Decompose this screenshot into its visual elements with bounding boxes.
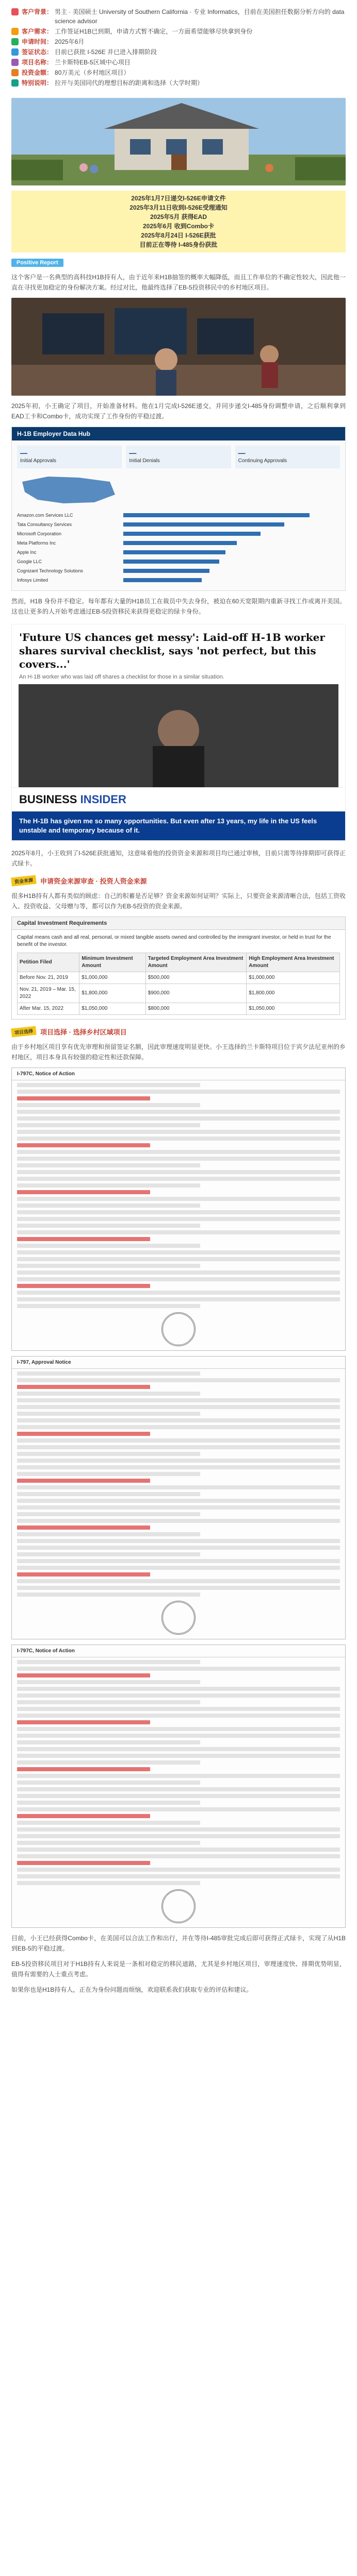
table-row [18, 972, 340, 984]
office-photo-image [11, 298, 346, 396]
form-text-line [17, 1277, 340, 1281]
bullet-text: 工作签证H1B已到期，申请方式暂不确定，一方面希望能够尽快拿到身份 [55, 28, 253, 35]
bullet-text: 80万美元（乡村地区项目） [55, 69, 130, 76]
paragraph-7: 目前，小王已经获得Combo卡，在美国可以合法工作和出行，并在等待I-485审批完成后即可获得正式绿卡，实现了从H1B到EB-5的平稳过渡。 [11, 1935, 346, 1952]
form-text-line [17, 1197, 340, 1201]
section-3-heading [11, 1027, 346, 1037]
news-photo [19, 684, 338, 787]
form-text-line [17, 1270, 340, 1275]
bullet-label: 项目名称： [22, 59, 53, 66]
employer-bar [123, 532, 261, 536]
form-text-line [17, 1418, 340, 1422]
form-text-line [17, 1110, 340, 1114]
form-text-line [17, 1204, 200, 1208]
form-text-line [17, 1821, 200, 1825]
case-bullet [11, 27, 346, 36]
bullet-icon [11, 69, 19, 76]
form-text-line [17, 1727, 340, 1731]
form-text-line [17, 1754, 340, 1758]
case-bullet [11, 68, 346, 77]
form-text-line [17, 1398, 340, 1402]
seal-icon [161, 1601, 196, 1635]
employer-bar-row [17, 539, 340, 547]
employer-bar-label: Amazon.com Services LLC [17, 513, 73, 518]
form-title: I-797C, Notice of Action [12, 1068, 345, 1080]
employer-bar-row [17, 511, 340, 519]
bullet-label: 客户需求： [22, 28, 53, 35]
form-text-line [17, 1425, 340, 1429]
seal-icon [161, 1889, 196, 1923]
form-text-line [17, 1163, 200, 1167]
news-subtitle: An H-1B worker who was laid off shares a checklist for those in a similar situation. [19, 674, 224, 680]
form-text-line [17, 1250, 340, 1255]
form-text-line [17, 1103, 200, 1107]
bullet-icon [11, 38, 19, 45]
hero-photo [11, 98, 346, 185]
dashboard-stats [17, 446, 340, 468]
bullet-label: 客户背景： [22, 8, 53, 15]
form-text-line [17, 1143, 150, 1147]
logo-word-a: BUSINESS [19, 793, 80, 806]
form-text-line [17, 1432, 150, 1436]
form-text-line [17, 1740, 200, 1744]
case-bullet [11, 78, 346, 88]
form-text-line [17, 1687, 340, 1691]
employer-bar-label: Tata Consultancy Services [17, 522, 72, 527]
form-title: I-797C, Notice of Action [12, 1645, 345, 1657]
table-cell: $900,000 [145, 984, 247, 1003]
bullet-label: 签证状态： [22, 48, 53, 56]
timeline-line: 2025年3月11日收到I-526E受理通知 [129, 204, 228, 211]
form-text-line [17, 1546, 340, 1550]
form-text-line [17, 1868, 340, 1872]
timeline-line: 2025年8月24日 I-526E获批 [141, 232, 216, 239]
form-text-line [17, 1747, 340, 1751]
form-text-line [17, 1714, 340, 1718]
bullet-text: 2025年6月 [55, 38, 85, 45]
form-text-line [17, 1090, 340, 1094]
form-text-line [17, 1392, 200, 1396]
form-text-line [17, 1734, 340, 1738]
form-text-line [17, 1244, 200, 1248]
dashboard-title: H-1B Employer Data Hub [12, 427, 345, 440]
form-text-line [17, 1572, 150, 1577]
form-text-line [17, 1264, 200, 1268]
form-text-line [17, 1673, 150, 1677]
form-text-line [17, 1667, 340, 1671]
table-header: High Employment Area Investment Amount [247, 953, 340, 972]
form-text-line [17, 1378, 340, 1382]
form-text-line [17, 1505, 340, 1510]
stat-value: — [129, 449, 137, 457]
table-row [18, 984, 340, 1003]
case-bullet [11, 47, 346, 57]
notice-forms [0, 1067, 357, 1928]
timeline-line: 目前正在等待 I-485身份获批 [139, 241, 218, 248]
form-text-line [17, 1767, 150, 1771]
form-text-line [17, 1807, 340, 1811]
section-2-heading [11, 876, 346, 886]
table-cell: $1,800,000 [79, 984, 146, 1003]
employer-bar-row [17, 548, 340, 556]
employer-bar-row [17, 567, 340, 575]
seal-icon [161, 1312, 196, 1346]
form-text-line [17, 1801, 200, 1805]
employer-bars [17, 511, 340, 584]
form-text-line [17, 1834, 340, 1838]
section-3-title: 项目选择 · 选择乡村区域项目 [40, 1028, 127, 1036]
timeline-line: 2025年1月7日递交I-526E申请文件 [131, 195, 226, 202]
business-insider-logo [12, 787, 345, 811]
form-text-line [17, 1137, 340, 1141]
positive-tag-bar [11, 258, 346, 267]
form-text-line [17, 1304, 200, 1308]
notice-form [11, 1067, 346, 1351]
employer-bar [123, 569, 209, 573]
table-header: Targeted Employment Area Investment Amount [145, 953, 247, 972]
form-text-line [17, 1217, 340, 1221]
form-text-line [17, 1291, 340, 1295]
bullet-text: 兰卡斯特EB-5区域中心项目 [55, 59, 131, 66]
form-text-line [17, 1848, 340, 1852]
form-text-line [17, 1210, 340, 1214]
bullet-icon [11, 59, 19, 66]
timeline-line: 2025年5月 获得EAD [150, 213, 207, 221]
form-text-line [17, 1190, 150, 1194]
form-text-line [17, 1371, 200, 1376]
bullet-label: 申请时间： [22, 38, 53, 45]
form-text-line [17, 1760, 200, 1765]
investment-table [17, 953, 340, 1015]
news-title[interactable]: 'Future US chances get messy': Laid-off H-1B worker shares survival checklist, says 'not perfect, but this covers...' [19, 631, 325, 670]
stat-value: — [20, 449, 27, 457]
form-text-line [17, 1385, 150, 1389]
paragraph-5: 很多H1B持有人都有类似的顾虑：自己的积蓄是否足够？资金来源如何证明？实际上，只要资金来源清晰合法，包括工资收入、投资收益、父母赠与等，都可以作为EB-5投资的资金来源。 [11, 892, 346, 910]
table-cell: $1,000,000 [79, 972, 146, 984]
logo-word-b: INSIDER [80, 793, 126, 806]
employer-bar-row [17, 576, 340, 584]
employer-bar [123, 550, 225, 554]
form-text-line [17, 1774, 340, 1778]
employer-bar-label: Google LLC [17, 559, 42, 564]
dashboard-stat [17, 446, 122, 468]
positive-tag: Positive Report [11, 259, 63, 267]
form-text-line [17, 1438, 340, 1443]
h1b-dashboard [11, 427, 346, 591]
table-header: Minimum Investment Amount [79, 953, 146, 972]
employer-bar [123, 578, 202, 582]
notice-form [11, 1356, 346, 1639]
form-text-line [17, 1579, 340, 1583]
bullet-icon [11, 79, 19, 87]
dashboard-stat [235, 446, 340, 468]
stat-value: — [238, 449, 246, 457]
capital-requirements-doc [11, 917, 346, 1020]
paragraph-8: EB-5投资移民项目对于H1B持有人来说是一条相对稳定的移民道路，尤其是乡村地区项目，审理速度快、排期优势明显，值得有需要的人士重点考虑。 [11, 1960, 346, 1978]
case-bullet [11, 7, 346, 26]
news-article [11, 624, 346, 841]
form-text-line [17, 1096, 150, 1100]
form-text-line [17, 1874, 340, 1878]
form-text-line [17, 1459, 340, 1463]
bullet-text: 拉开与美国同代的理想目标的距离和选择（大学时期） [55, 79, 204, 87]
form-text-line [17, 1566, 340, 1570]
form-text-line [17, 1405, 340, 1409]
employer-bar-row [17, 557, 340, 566]
form-text-line [17, 1841, 200, 1845]
employer-bar [123, 513, 310, 517]
employer-bar-label: Meta Platforms Inc [17, 540, 56, 546]
stat-label: Initial Denials [129, 458, 160, 464]
form-text-line [17, 1512, 200, 1516]
dashboard-stat [126, 446, 231, 468]
paragraph-9: 如果你也是H1B持有人，正在为身份问题而烦恼，欢迎联系我们获取专业的评估和建议。 [11, 1986, 253, 1993]
bullet-icon [11, 28, 19, 35]
employer-bar-label: Cognizant Technology Solutions [17, 568, 83, 573]
form-text-line [17, 1680, 200, 1684]
section-3-badge: 项目选择 [11, 1026, 37, 1038]
section-2-badge: 资金来源 [11, 875, 37, 887]
news-quote: The H-1B has given me so many opportunities. But even after 13 years, my life in the US feels unstable and temporary because of it. [12, 811, 345, 840]
form-text-line [17, 1472, 200, 1476]
paragraph-1: 这个客户是一名典型的高科技H1B持有人，由于近年来H1B抽签的概率大幅降低，而且工作单位的不确定性较大，因此他一直在寻找更加稳定的身份解决方案。经过对比，他最终选择了EB-5投资移民中的乡村地区项目。 [11, 274, 346, 291]
form-text-line [17, 1586, 340, 1590]
form-text-line [17, 1237, 150, 1241]
employer-bar [123, 560, 219, 564]
bullet-icon [11, 48, 19, 56]
form-text-line [17, 1559, 340, 1563]
table-cell: $800,000 [145, 1003, 247, 1015]
form-text-line [17, 1257, 340, 1261]
form-text-line [17, 1532, 200, 1536]
office-photo [11, 298, 346, 396]
employer-bar [123, 541, 237, 545]
table-cell: $500,000 [145, 972, 247, 984]
table-cell: After Mar. 15, 2022 [18, 1003, 79, 1015]
form-text-line [17, 1123, 200, 1127]
form-text-line [17, 1485, 340, 1489]
bullet-icon [11, 8, 19, 15]
form-text-line [17, 1499, 340, 1503]
form-text-line [17, 1861, 150, 1865]
form-text-line [17, 1660, 200, 1664]
form-text-line [17, 1224, 200, 1228]
bullet-text: 目前已获批 I-526E 并已进入排期阶段 [55, 48, 157, 56]
form-text-line [17, 1526, 150, 1530]
form-text-line [17, 1083, 200, 1087]
table-cell: Nov. 21, 2019 – Mar. 15, 2022 [18, 984, 79, 1003]
form-text-line [17, 1794, 340, 1798]
employer-bar-row [17, 530, 340, 538]
form-text-line [17, 1412, 200, 1416]
form-text-line [17, 1177, 340, 1181]
employer-bar-label: Microsoft Corporation [17, 531, 62, 536]
case-summary [0, 0, 357, 93]
form-text-line [17, 1707, 340, 1711]
us-map [17, 471, 120, 507]
form-text-line [17, 1592, 200, 1597]
form-text-line [17, 1693, 340, 1698]
house-photo [11, 98, 346, 185]
table-cell: $1,800,000 [247, 984, 340, 1003]
timeline-highlight [11, 191, 346, 252]
form-text-line [17, 1150, 340, 1154]
stat-label: Initial Approvals [20, 458, 57, 464]
form-text-line [17, 1720, 150, 1724]
employer-bar-label: Infosys Limited [17, 578, 48, 583]
notice-form [11, 1645, 346, 1928]
form-title: I-797, Approval Notice [12, 1357, 345, 1369]
doc-head: Capital Investment Requirements [12, 917, 345, 930]
form-text-line [17, 1827, 340, 1832]
form-text-line [17, 1781, 200, 1785]
table-cell: $1,050,000 [247, 1003, 340, 1015]
employer-bar [123, 522, 284, 527]
form-text-line [17, 1814, 150, 1818]
paragraph-3: 然而，H1B 身份并不稳定。每年都有大量的H1B员工在裁员中失去身份，被迫在60天宽限期内重新寻找工作或离开美国。这也让更多的人开始考虑通过EB-5投资移民来获得更稳定的绿卡身份。 [11, 598, 346, 615]
form-text-line [17, 1130, 340, 1134]
paragraph-4: 2025年8月，小王收到了I-526E获批通知，这意味着他的投资资金来源和项目均已通过审核，目前只需等待排期即可获得正式绿卡。 [11, 850, 346, 867]
employer-bar-row [17, 520, 340, 529]
form-text-line [17, 1881, 200, 1885]
form-text-line [17, 1854, 340, 1858]
stat-label: Continuing Approvals [238, 458, 287, 464]
form-text-line [17, 1465, 340, 1469]
case-bullet [11, 58, 346, 67]
bullet-text: 男主 · 美国硕士 University of Southern California · 专业 Informatics，目前在美国担任数据分析方向的 data science advisor [55, 8, 345, 25]
bullet-label: 特别说明： [22, 79, 53, 87]
form-text-line [17, 1170, 340, 1174]
table-header: Petition Filed [18, 953, 79, 972]
form-text-line [17, 1479, 150, 1483]
form-text-line [17, 1787, 340, 1791]
form-text-line [17, 1230, 340, 1234]
section-2-title: 申请资金来源审查 · 投资人资金来源 [40, 877, 147, 885]
form-text-line [17, 1284, 150, 1288]
form-text-line [17, 1539, 340, 1543]
table-row [18, 1003, 340, 1015]
form-text-line [17, 1157, 340, 1161]
form-text-line [17, 1700, 200, 1704]
table-cell: $1,000,000 [247, 972, 340, 984]
bullet-label: 投资金额： [22, 69, 53, 76]
form-text-line [17, 1297, 340, 1301]
form-text-line [17, 1552, 200, 1556]
form-text-line [17, 1492, 200, 1496]
timeline-line: 2025年6月 收到Combo卡 [142, 223, 215, 230]
paragraph-2: 2025年初，小王确定了项目，开始准备材料。他在1月完成I-526E递交，并同步递交I-485身份调整申请，之后顺利拿到EAD工卡和Combo卡，成功实现了工作身份的平稳过渡。 [11, 402, 346, 420]
form-text-line [17, 1452, 200, 1456]
employer-bar-label: Apple Inc [17, 550, 37, 555]
table-cell: Before Nov. 21, 2019 [18, 972, 79, 984]
table-cell: $1,050,000 [79, 1003, 146, 1015]
form-text-line [17, 1183, 200, 1188]
form-text-line [17, 1519, 340, 1523]
doc-body-text: Capital means cash and all real, personal, or mixed tangible assets owned and controlled by the immigrant investor, or held in trust for the benefit of the investor. [17, 935, 331, 947]
form-text-line [17, 1116, 340, 1121]
form-text-line [17, 1445, 340, 1449]
paragraph-6: 由于乡村地区项目享有优先审理和预留签证名额，因此审理速度明显更快。小王选择的兰卡斯特项目位于宾夕法尼亚州的乡村地区，项目本身具有较强的稳定性和还款保障。 [11, 1043, 346, 1061]
case-bullet [11, 37, 346, 46]
